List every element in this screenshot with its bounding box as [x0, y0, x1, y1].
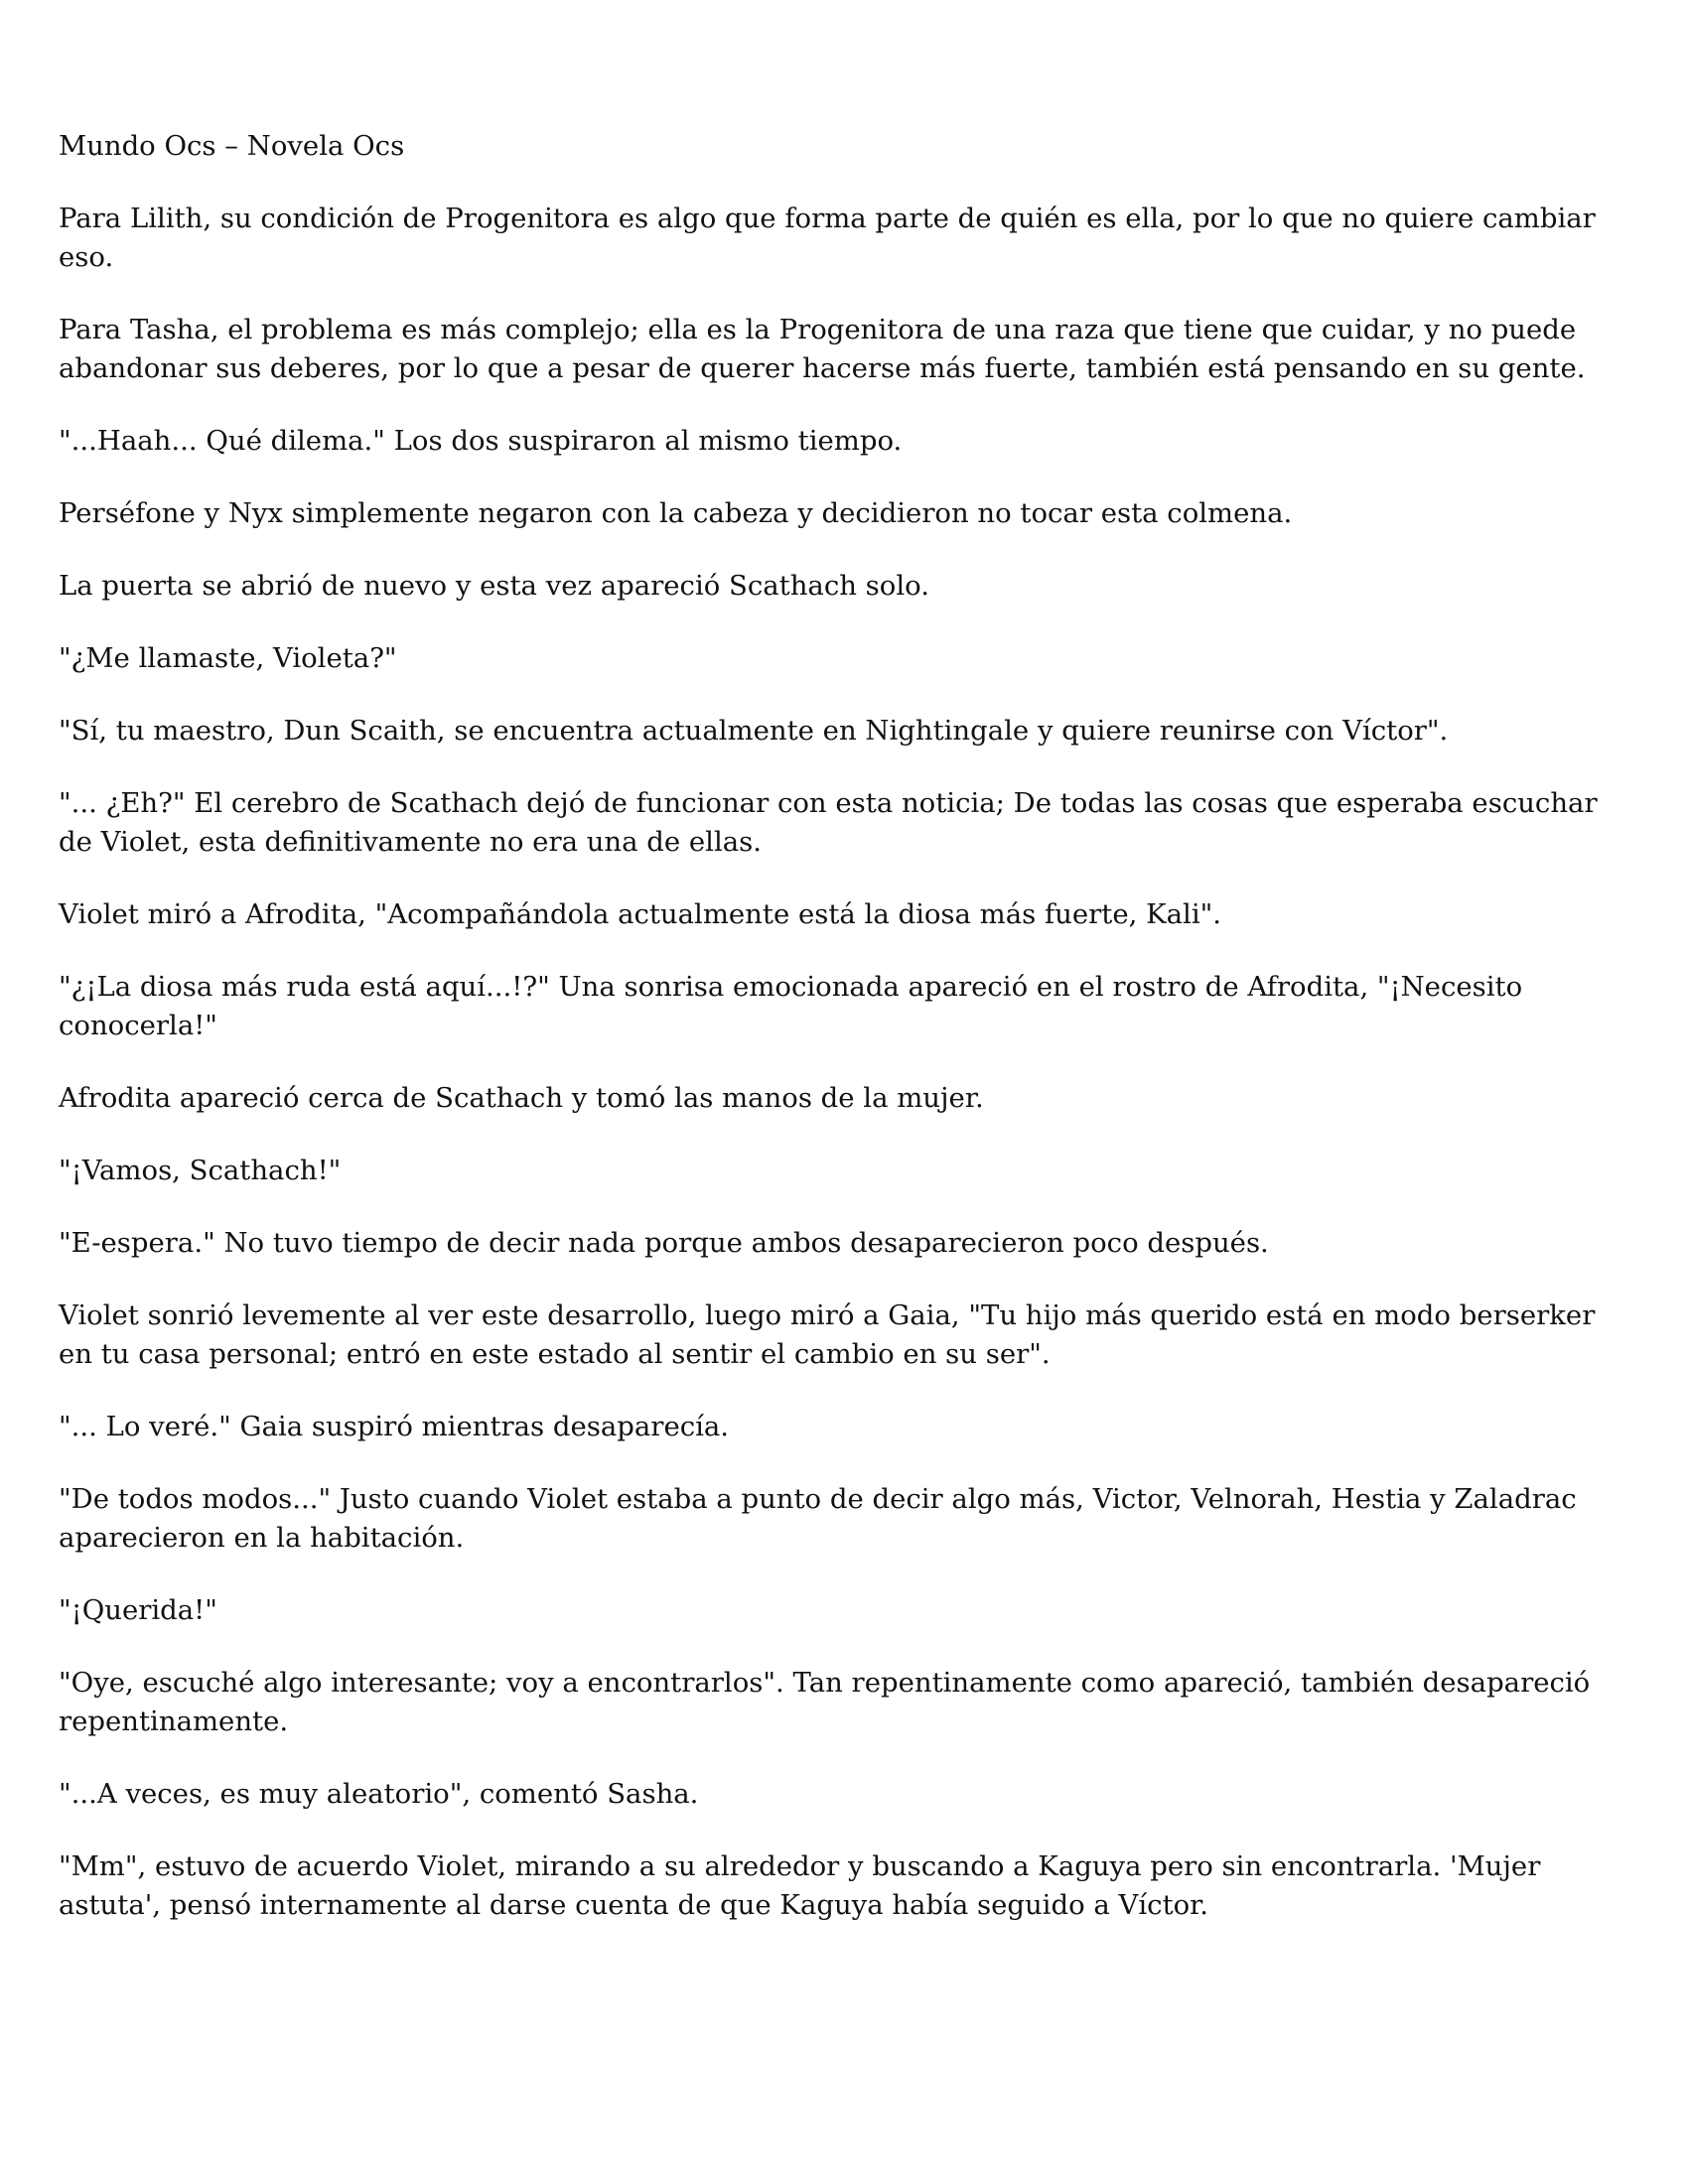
- paragraph: "¡Vamos, Scathach!": [59, 1155, 342, 1186]
- paragraph: Violet sonrió levemente al ver este desarrollo, luego miró a Gaia, "Tu hijo más querido está en modo berserker en tu casa personal; entró en este estado al sentir el cambio en su ser".: [59, 1299, 1596, 1370]
- paragraph: "... Lo veré." Gaia suspiró mientras desaparecía.: [59, 1411, 730, 1442]
- paragraph: "¿Me llamaste, Violeta?": [59, 642, 397, 674]
- document-page: [59, 127, 1637, 1959]
- paragraph: "¡Querida!": [59, 1594, 217, 1626]
- paragraph: "Sí, tu maestro, Dun Scaith, se encuentra actualmente en Nightingale y quiere reunirse con Víctor".: [59, 715, 1449, 747]
- paragraph: "...Haah... Qué dilema." Los dos suspiraron al mismo tiempo.: [59, 425, 903, 457]
- paragraph: "De todos modos..." Justo cuando Violet estaba a punto de decir algo más, Victor, Velnorah, Hestia y Zaladrac aparecieron en la habitación.: [59, 1483, 1577, 1554]
- paragraph: Para Lilith, su condición de Progenitora es algo que forma parte de quién es ella, por lo que no quiere cambiar eso.: [59, 203, 1596, 273]
- paragraph: Violet miró a Afrodita, "Acompañándola actualmente está la diosa más fuerte, Kali".: [59, 898, 1222, 930]
- paragraph: La puerta se abrió de nuevo y esta vez apareció Scathach solo.: [59, 570, 929, 602]
- paragraph: "Oye, escuché algo interesante; voy a encontrarlos". Tan repentinamente como apareció, también desapareció repentinamente.: [59, 1667, 1591, 1737]
- paragraph: Afrodita apareció cerca de Scathach y tomó las manos de la mujer.: [59, 1082, 984, 1114]
- document-header: Mundo Ocs – Novela Ocs: [59, 130, 405, 162]
- paragraph: "... ¿Eh?" El cerebro de Scathach dejó de funcionar con esta noticia; De todas las cosas que esperaba escuchar de Violet, esta definitivamente no era una de ellas.: [59, 787, 1598, 858]
- paragraph: "Mm", estuvo de acuerdo Violet, mirando a su alrededor y buscando a Kaguya pero sin encontrarla. 'Mujer astuta', pensó internamente al darse cuenta de que Kaguya había seguido a Víctor.: [59, 1850, 1541, 1921]
- paragraph: "¿¡La diosa más ruda está aquí...!?" Una sonrisa emocionada apareció en el rostro de Afrodita, "¡Necesito conocerla!": [59, 971, 1523, 1041]
- paragraph: Perséfone y Nyx simplemente negaron con la cabeza y decidieron no tocar esta colmena.: [59, 497, 1293, 529]
- paragraph: Para Tasha, el problema es más complejo; ella es la Progenitora de una raza que tiene que cuidar, y no puede abandonar sus deberes, por lo que a pesar de querer hacerse más fuerte, también está pensando en su gente.: [59, 314, 1586, 384]
- paragraph: "E-espera." No tuvo tiempo de decir nada porque ambos desaparecieron poco después.: [59, 1227, 1269, 1259]
- paragraph: "...A veces, es muy aleatorio", comentó Sasha.: [59, 1778, 699, 1810]
